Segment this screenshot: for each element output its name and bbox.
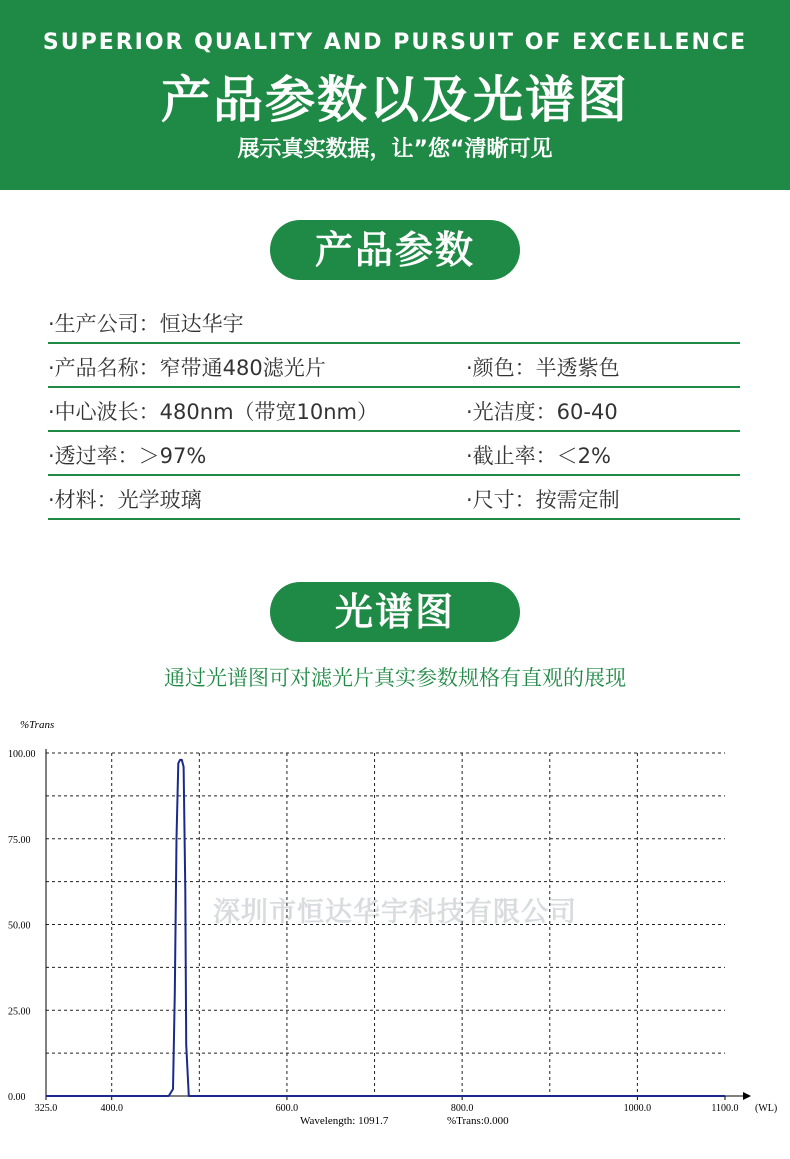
parameter-table [48,300,740,520]
y-axis-label: %Trans [20,719,55,731]
param-cutoff: ·截止率：＜2% [466,444,611,468]
banner-chinese-title: 产品参数以及光谱图 [161,71,629,129]
param-transmittance: ·透过率：＞97% [48,444,207,468]
parameter-row [48,476,740,520]
section-title-spectrum: 光谱图 [270,582,520,642]
parameter-row [48,432,740,476]
banner-english-title: SUPERIOR QUALITY AND PURSUIT OF EXCELLENCE [42,30,748,55]
section-title-params: 产品参数 [270,220,520,280]
x-tick-label: 600.0 [275,1103,299,1114]
x-tick-label: 1000.0 [623,1103,652,1114]
x-tick-label: 1100.0 [711,1103,739,1114]
company-watermark: 深圳市恒达华宇科技有限公司 [213,897,577,928]
x-tick-label: 325.0 [34,1103,58,1114]
spectrum-chart [0,700,790,1159]
footer-trans: %Trans:0.000 [447,1115,509,1127]
parameter-row [48,388,740,432]
parameter-row [48,344,740,388]
footer-wavelength: Wavelength: 1091.7 [300,1115,389,1127]
x-tick-label: 400.0 [100,1103,123,1114]
x-tick-label: 800.0 [450,1103,474,1114]
x-axis-arrow [743,1092,751,1100]
y-tick-label: 0.00 [8,1092,26,1103]
param-company: ·生产公司：恒达华宇 [48,312,244,336]
parameter-row [48,300,740,344]
banner-subtitle: 展示真实数据，让”您“清晰可见 [237,137,553,162]
param-material: ·材料：光学玻璃 [48,488,202,512]
header-banner [0,0,790,190]
y-tick-label: 25.00 [8,1006,31,1018]
x-axis-label: (WL) [755,1103,778,1114]
param-color: ·颜色：半透紫色 [466,356,620,380]
param-product-name: ·产品名称：窄带通480滤光片 [48,356,326,380]
y-tick-label: 100.00 [8,749,36,760]
param-center-wavelength: ·中心波长：480nm（带宽10nm） [48,400,379,424]
y-tick-label: 50.00 [8,920,31,932]
y-tick-label: 75.00 [8,834,31,846]
spectrum-description: 通过光谱图可对滤光片真实参数规格有直观的展现 [164,666,626,690]
param-surface-quality: ·光洁度：60-40 [466,400,618,424]
param-size: ·尺寸：按需定制 [466,488,620,512]
